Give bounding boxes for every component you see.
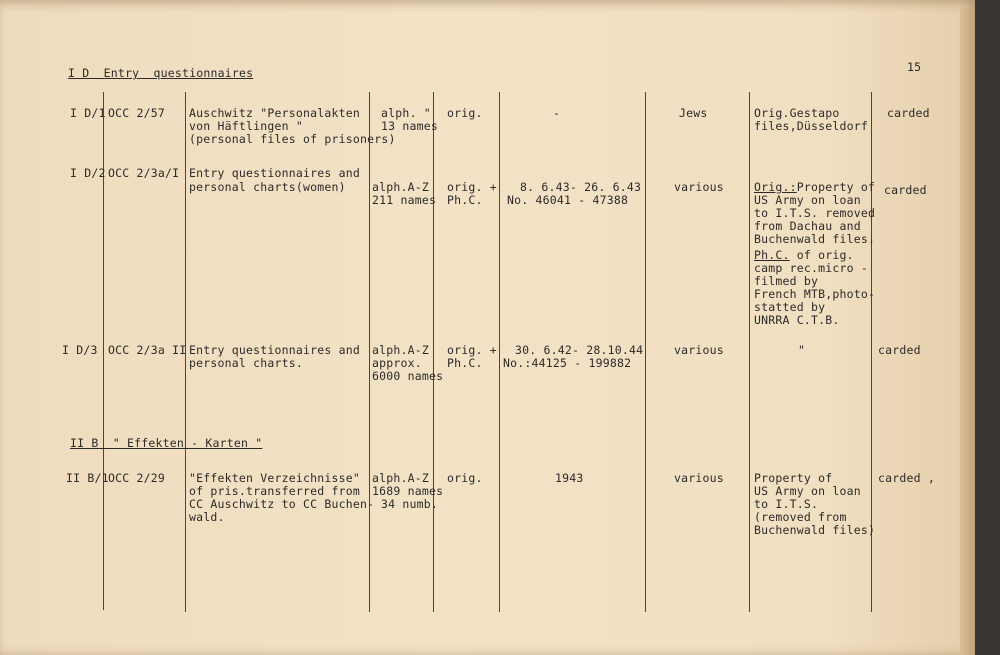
row-occ: OCC 2/3a/I [108,166,180,180]
row-desc-line: Entry questionnaires and [189,343,360,357]
column-divider [433,92,434,612]
row-category: various [674,471,724,485]
row-period-line: 1943 [555,471,584,485]
source-label-orig: Orig.: [754,180,797,194]
row-desc-line: of pris.transferred from [189,484,360,498]
row-category: Jews [679,106,708,120]
row-source-line: Buchenwald files) [754,523,876,537]
row-desc-line: (personal files of prisoners) [189,132,396,146]
row-source-line: files,Düsseldorf [754,119,868,133]
row-type-line: orig. [447,106,483,120]
row-category: various [674,180,724,194]
section-title-effekten-karten: II B " Effekten - Karten " [70,436,263,450]
row-status: carded [878,343,921,357]
row-occ: OCC 2/57 [108,106,165,120]
row-arrangement-line: 13 names [381,119,438,133]
row-arrangement-line: 211 names [372,193,437,207]
row-source-line: (removed from [754,510,847,524]
row-category: various [674,343,724,357]
row-desc-line: Auschwitz "Personalakten [189,106,360,120]
column-divider [499,92,500,612]
row-arrangement-line: 6000 names [372,369,444,383]
row-period-line: 30. 6.42- 28.10.44 [515,343,644,357]
row-source-line: to I.T.S. removed [754,206,876,220]
row-type-line: orig. + [447,180,497,194]
row-desc-line: personal charts. [189,356,303,370]
row-source-line: statted by [754,300,826,314]
row-type-line: orig. [447,471,483,485]
row-desc-line: von Häftlingen " [189,119,303,133]
row-arrangement-line: alph. " [381,106,431,120]
row-status: carded , [878,471,935,485]
row-type-line: Ph.C. [447,356,483,370]
row-arrangement-line: 34 numb. [381,497,438,511]
row-source-line [754,180,875,194]
row-source-line: French MTB,photo- [754,287,876,301]
row-desc-line: wald. [189,510,225,524]
row-source-line: US Army on loan [754,193,861,207]
row-source-line: " [798,343,806,357]
row-desc-line: "Effekten Verzeichnisse" [189,471,360,485]
page-edge [960,8,974,655]
row-arrangement-line: approx. [372,356,422,370]
row-type-line: orig. + [447,343,497,357]
row-source-line: Orig.Gestapo [754,106,840,120]
column-divider [369,92,370,612]
row-arrangement-line: 1689 names [372,484,444,498]
row-type-line: Ph.C. [447,193,483,207]
row-source-line: Property of [754,471,833,485]
row-desc-line: CC Auschwitz to CC Buchen- [189,497,375,511]
row-period-line: - [553,106,561,120]
row-period-line: 8. 6.43- 26. 6.43 [520,180,642,194]
row-source-line: from Dachau and [754,219,861,233]
row-desc-line: personal charts(women) [189,180,346,194]
section-title-entry-questionnaires: I D Entry questionnaires [68,66,254,80]
row-arrangement-line: alph.A-Z [372,343,429,357]
row-status: carded [887,106,930,120]
row-occ: OCC 2/29 [108,471,165,485]
row-source-line [754,248,854,262]
row-source-line: to I.T.S. [754,497,819,511]
row-id: I D/2 [70,166,106,180]
row-arrangement-line: alph.A-Z [372,180,429,194]
page-number: 15 [907,60,922,74]
row-period-line: No. 46041 - 47388 [507,193,629,207]
row-source-line: US Army on loan [754,484,861,498]
row-occ: OCC 2/3a II [108,343,187,357]
column-divider [645,92,646,612]
row-id: II B/1 [66,471,109,485]
row-period-line: No.:44125 - 199882 [503,356,632,370]
row-id: I D/3 [62,343,98,357]
row-arrangement-line: alph.A-Z [372,471,429,485]
row-source-line: camp rec.micro - [754,261,868,275]
row-source-text: Property of [796,180,876,194]
row-status: carded [884,183,927,197]
row-source-line: filmed by [754,274,819,288]
source-label-photocopy: Ph.C. [754,248,790,262]
row-source-line: UNRRA C.T.B. [754,313,840,327]
row-source-text: of orig. [789,248,854,262]
column-divider [749,92,750,612]
row-desc-line: Entry questionnaires and [189,166,360,180]
row-id: I D/1 [70,106,106,120]
row-source-line: Buchenwald files. [754,232,876,246]
